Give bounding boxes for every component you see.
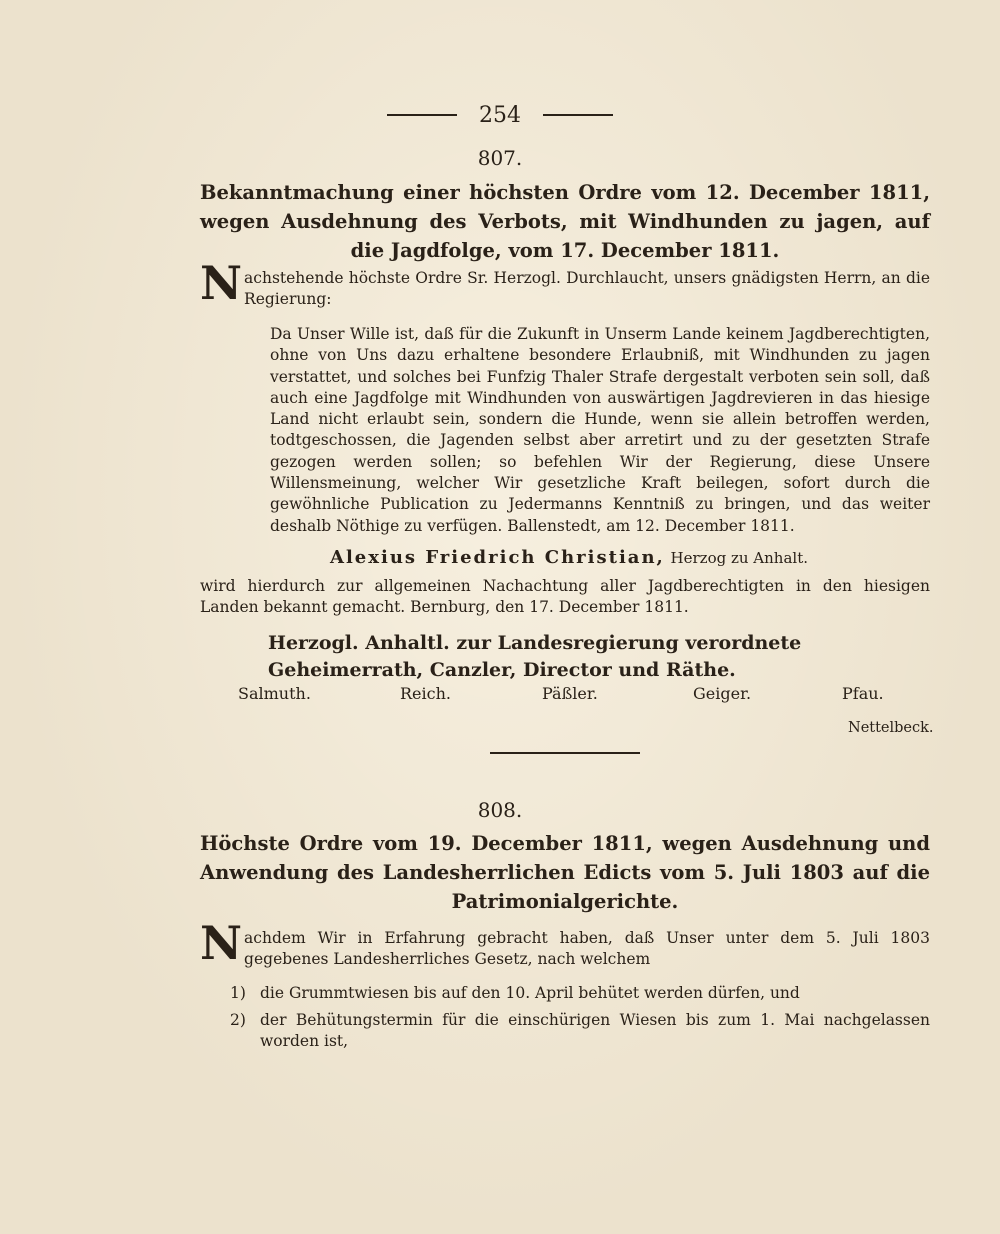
signer-name: Alexius Friedrich Christian,: [330, 547, 665, 568]
section-heading: Bekanntmachung einer höchsten Ordre vom 12. December 1811, wegen Ausdehnung des Verbots, mit Windhunden zu jagen, auf die Jagdfolge, vom 17. December 1811.: [200, 181, 930, 262]
signature: Geiger.: [693, 684, 752, 703]
page-header: [0, 100, 1000, 130]
authority-line: Herzogl. Anhaltl. zur Landesregierung verordnete Geheimerrath, Canzler, Director und Räthe.: [268, 632, 802, 681]
last-signature: Nettelbeck.: [848, 720, 934, 736]
section-heading: Höchste Ordre vom 19. December 1811, wegen Ausdehnung und Anwendung des Landesherrlichen Edicts vom 5. Juli 1803 auf die Patrimonialgerichte.: [200, 832, 930, 913]
signer-line: [330, 547, 808, 568]
list-label: 2): [230, 1011, 246, 1029]
order-quote: Da Unser Wille ist, daß für die Zukunft in Unserm Lande keinem Jagdberechtigten, ohne von Uns dazu erhaltene besondere Erlaubniß, mit Windhunden zu jagen verstattet, und solches bei Funfzig Thaler Strafe dergestalt verboten sein soll, daß auch eine Jagdfolge mit Windhunden von auswärtigen Jagdrevieren in das hiesige Land nicht erlaubt sein, sondern die Hunde, wenn sie allein betroffen werden, todtgeschossen, die Jagenden selbst aber arretirt und zu der gesetzten Strafe gezogen werden sollen; so befehlen Wir der Regierung, diese Unsere Willensmeinung, welcher Wir gesetzliche Kraft beilegen, sofort durch die gewöhnliche Publication zu Jedermanns Kenntniß zu bringen, und das weiter deshalb Nöthige zu verfügen. Ballenstedt, am 12. December 1811.: [270, 325, 930, 535]
list-text: die Grummtwiesen bis auf den 10. April behütet werden dürfen, und: [260, 984, 800, 1002]
section-divider: [490, 752, 640, 754]
closing-text: wird hierdurch zur allgemeinen Nachachtung aller Jagdberechtigten in den hiesigen Landen bekannt gemacht. Bernburg, den 17. December 1811.: [200, 577, 930, 617]
header-rule-right: [543, 114, 613, 116]
list-label: 1): [230, 984, 246, 1002]
header-rule-left: [387, 114, 457, 116]
drop-capital: N: [200, 256, 243, 310]
signature: Reich.: [400, 684, 451, 703]
intro-text: achstehende höchste Ordre Sr. Herzogl. Durchlaucht, unsers gnädigsten Herrn, an die Regierung:: [244, 269, 930, 309]
section-intro: [200, 916, 930, 971]
section-number: 807.: [477, 146, 523, 170]
signature: Pfau.: [842, 684, 884, 703]
signature: Salmuth.: [238, 684, 311, 703]
drop-capital: N: [200, 916, 243, 970]
list-item: [230, 983, 930, 1005]
section-number: 808.: [477, 798, 523, 822]
section-intro: [200, 256, 930, 311]
list-item: [230, 1010, 930, 1054]
page-number: 254: [479, 102, 521, 128]
list-text: der Behütungstermin für die einschürigen Wiesen bis zum 1. Mai nachgelassen worden ist,: [260, 1011, 930, 1051]
signature-row: [0, 684, 1000, 706]
signer-title: Herzog zu Anhalt.: [670, 549, 809, 567]
intro-text: achdem Wir in Erfahrung gebracht haben, daß Unser unter dem 5. Juli 1803 gegebenes Landesherrliches Gesetz, nach welchem: [244, 929, 930, 969]
signature: Päßler.: [542, 684, 598, 703]
